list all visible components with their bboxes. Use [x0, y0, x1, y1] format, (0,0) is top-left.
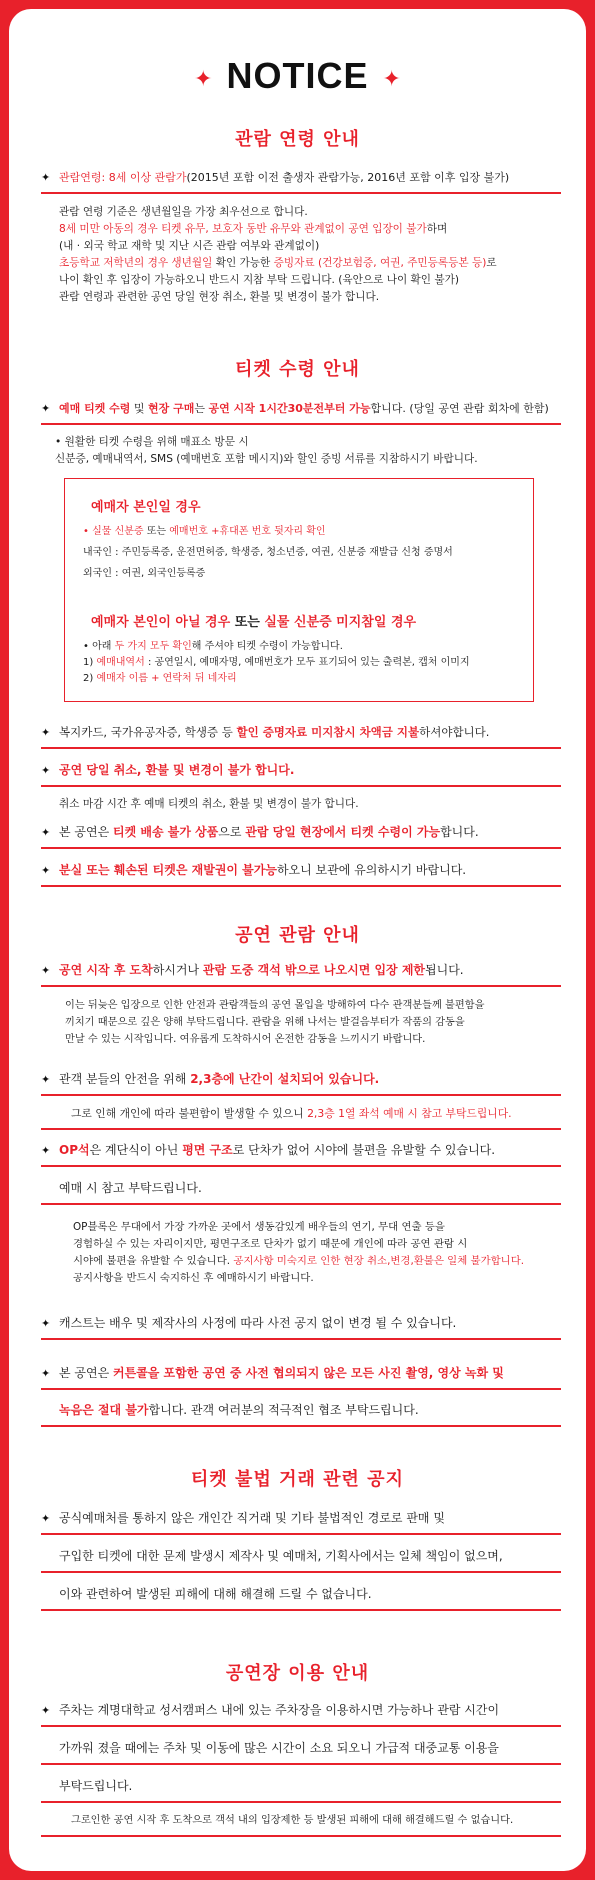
bullet-icon: ✦ — [41, 1317, 51, 1330]
ticket-bullet-4: ✦ 본 공연은 티켓 배송 불가 상품으로 관람 당일 현장에서 티켓 수령이 가능합니다. — [41, 824, 561, 849]
illegal-line-3: 이와 관련하여 발생된 피해에 대해 해결해 드릴 수 없습니다. — [41, 1586, 561, 1611]
illegal-line-2: 구입한 티켓에 대한 문제 발생시 제작사 및 예매처, 기획사에서는 일체 책임이 없으며, — [41, 1548, 561, 1573]
section-title-illegal: 티켓 불법 거래 관련 공지 — [191, 1469, 404, 1490]
viewing-bullet-2: ✦ 관객 분들의 안전을 위해 2,3층에 난간이 설치되어 있습니다. — [41, 1071, 561, 1096]
bullet-icon: ✦ — [41, 726, 51, 739]
viewing-bullet-1: ✦ 공연 시작 후 도착하시거나 관람 도중 객석 밖으로 나오시면 입장 제한됩니다. — [41, 962, 561, 987]
viewing-railing-note: 그로 인해 개인에 따라 불편함이 발생할 수 있으니 2,3층 1열 좌석 예매 시 참고 부탁드립니다. — [41, 1105, 561, 1130]
ticket-bullet-1: ✦ 예매 티켓 수령 및 현장 구매는 공연 시작 1시간30분전부터 가능합니다. (당일 공연 관람 회차에 한함) — [41, 400, 561, 425]
viewing-paragraph-1: 이는 뒤늦은 입장으로 인한 안전과 관람객들의 공연 몰입을 방해하여 다수 관객분들께 불편함을 끼치기 때문으로 깊은 양해 부탁드립니다. 관람을 위해 나서는 발걸음부터가 작품의 감동을 만날 수 있는 시작입니다. 여유롭게 도착하시어 온전한 감동을 느끼시기 바랍니다. — [65, 1000, 485, 1045]
viewing-op-note: 예매 시 참고 부탁드립니다. — [41, 1180, 561, 1205]
section-title-ticket: 티켓 수령 안내 — [235, 359, 360, 380]
notice-card — [9, 9, 586, 1871]
age-bullet: ✦ 관람연령: 8세 이상 관람가(2015년 포함 이전 출생자 관람가능, 2016년 포함 이후 입장 불가) — [41, 169, 561, 194]
bullet-icon: ✦ — [41, 402, 51, 415]
bullet-icon: ✦ — [41, 1073, 51, 1086]
bullet-icon: ✦ — [41, 1144, 51, 1157]
bullet-icon: ✦ — [41, 964, 51, 977]
bullet-icon: ✦ — [41, 826, 51, 839]
bullet-icon: ✦ — [41, 864, 51, 877]
box-self-list: • 실물 신분증 또는 예매번호 +휴대폰 번호 뒷자리 확인 내국인 : 주민등록증, 운전면허증, 학생증, 청소년증, 여권, 신분증 재발급 신청 증명서 외국인 : 여권, 외국인등록증 — [83, 526, 453, 579]
page-title: NOTICE — [226, 55, 369, 96]
bullet-icon: ✦ — [41, 1367, 51, 1380]
illegal-bullet-1: ✦ 공식예매처를 통하지 않은 개인간 직거래 및 기타 불법적인 경로로 판매 및 — [41, 1510, 561, 1535]
ticket-bullet-5: ✦ 분실 또는 훼손된 티켓은 재발권이 불가능하오니 보관에 유의하시기 바랍니다. — [41, 862, 561, 887]
box-heading-other: 예매자 본인이 아닐 경우 또는 실물 신분증 미지참일 경우 — [91, 615, 417, 630]
viewing-bullet-3: ✦ OP석은 계단식이 아닌 평면 구조로 단차가 없어 시야에 불편을 유발할 수 있습니다. — [41, 1142, 561, 1167]
age-paragraph: 관람 연령 기준은 생년월일을 가장 최우선으로 합니다. 8세 미만 아동의 경우 티켓 유무, 보호자 동반 유무와 관계없이 공연 입장이 불가하며 (내 · 외국 학교 재학 및 지난 시즌 관람 여부와 관계없이) 초등학교 저학년의 경우 생년월일 확인 가능한 증빙자료 (건강보험증, 여권, 주민등록등본 등)로 나이 확인 후 입장이 가능하오니 반드시 지참 부탁 드립니다. (육안으로 나이 확인 불가) 관람 연령과 관련한 공연 당일 현장 취소, 환불 및 변경이 불가 합니다. — [59, 206, 497, 303]
section-title-venue: 공연장 이용 안내 — [225, 1663, 370, 1684]
section-title-age: 관람 연령 안내 — [235, 129, 360, 150]
ticket-bullet-2: ✦ 복지카드, 국가유공자증, 학생증 등 할인 증명자료 미지참시 차액금 지불하셔야합니다. — [41, 724, 561, 749]
venue-line-3: 부탁드립니다. — [41, 1778, 561, 1803]
bullet-icon: ✦ — [41, 171, 51, 184]
venue-line-2: 가까워 졌을 때에는 주차 및 이동에 많은 시간이 소요 되오니 가급적 대중교통 이용을 — [41, 1740, 561, 1765]
venue-bullet-1: ✦ 주차는 계명대학교 성서캠퍼스 내에 있는 주차장을 이용하시면 가능하나 관람 시간이 — [41, 1702, 561, 1727]
venue-line-4: 그로인한 공연 시작 후 도착으로 객석 내의 입장제한 등 발생된 피해에 대해 해결해드릴 수 없습니다. — [41, 1812, 561, 1837]
spark-left-icon: ✦ — [194, 67, 213, 92]
box-heading-self: 예매자 본인일 경우 — [91, 500, 201, 515]
box-other-list: • 아래 두 가지 모두 확인해 주셔야 티켓 수령이 가능합니다. 1) 예매내역서 : 공연일시, 예매자명, 예매번호가 모두 표기되어 있는 출력본, 캡처 이미지 2) 예매자 이름 + 연락처 뒤 네자리 — [83, 641, 470, 684]
bullet-icon: ✦ — [41, 1704, 51, 1717]
spark-right-icon: ✦ — [382, 67, 401, 92]
bullet-icon: ✦ — [41, 1512, 51, 1525]
bullet-icon: ✦ — [41, 764, 51, 777]
section-title-viewing: 공연 관람 안내 — [235, 925, 360, 946]
ticket-bullet-3: ✦ 공연 당일 취소, 환불 및 변경이 불가 합니다. — [41, 762, 561, 787]
notice-header — [9, 55, 586, 97]
viewing-bullet-4: ✦ 캐스트는 배우 및 제작사의 사정에 따라 사전 공지 없이 변경 될 수 있습니다. — [41, 1315, 561, 1340]
viewing-bullet-5: ✦ 본 공연은 커튼콜을 포함한 공연 중 사전 협의되지 않은 모든 사진 촬영, 영상 녹화 및 — [41, 1365, 561, 1390]
viewing-paragraph-op: OP블록은 무대에서 가장 가까운 곳에서 생동감있게 배우들의 연기, 무대 연출 등을 경험하실 수 있는 자리이지만, 평면구조로 단차가 없기 때문에 개인에 따라 공연 관람 시 시야에 불편을 유발할 수 있습니다. 공지사항 미숙지로 인한 현장 취소,변경,환불은 일체 불가합니다. 공지사항을 반드시 숙지하신 후 예매하시기 바랍니다. — [73, 1221, 525, 1284]
ticket-cancel-note: 취소 마감 시간 후 예매 티켓의 취소, 환불 및 변경이 불가 합니다. — [59, 798, 359, 810]
ticket-paragraph: • 원활한 티켓 수령을 위해 매표소 방문 시 신분증, 예매내역서, SMS (예매번호 포함 메시지)와 할인 증빙 서류를 지참하시기 바랍니다. — [55, 436, 478, 465]
viewing-recording-note: 녹음은 절대 불가합니다. 관객 여러분의 적극적인 협조 부탁드립니다. — [41, 1402, 561, 1427]
